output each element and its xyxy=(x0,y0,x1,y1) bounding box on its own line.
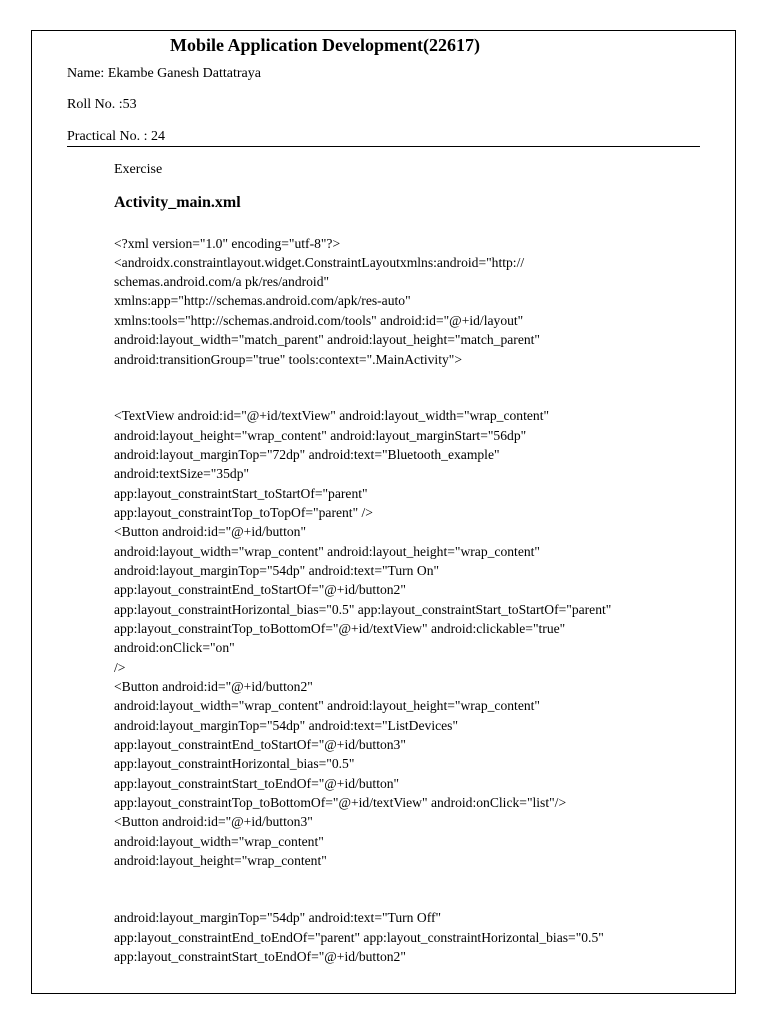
code-line: app:layout_constraintTop_toTopOf="parent" /> xyxy=(114,505,373,520)
code-line: <Button android:id="@+id/button3" xyxy=(114,814,313,829)
code-line: android:onClick="on" xyxy=(114,640,235,655)
code-line: <?xml version="1.0" encoding="utf-8"?> xyxy=(114,236,341,251)
code-line: xmlns:app="http://schemas.android.com/apk/res-auto" xyxy=(114,293,411,308)
code-line: android:layout_width="match_parent" android:layout_height="match_parent" xyxy=(114,332,540,347)
code-line: app:layout_constraintStart_toEndOf="@+id/button2" xyxy=(114,949,406,964)
code-line: app:layout_constraintEnd_toStartOf="@+id/button2" xyxy=(114,582,406,597)
page-title: Mobile Application Development(22617) xyxy=(170,35,480,55)
code-line: app:layout_constraintStart_toEndOf="@+id/button" xyxy=(114,776,400,791)
code-line: android:layout_width="wrap_content" android:layout_height="wrap_content" xyxy=(114,698,540,713)
code-line: android:layout_marginTop="72dp" android:text="Bluetooth_example" xyxy=(114,447,500,462)
code-line: android:layout_width="wrap_content" xyxy=(114,834,324,849)
student-name: Name: Ekambe Ganesh Dattatraya xyxy=(67,66,261,81)
code-line: app:layout_constraintEnd_toEndOf="parent" app:layout_constraintHorizontal_bias="0.5" xyxy=(114,930,604,945)
code-line: android:layout_marginTop="54dp" android:text="ListDevices" xyxy=(114,718,459,733)
code-line: <Button android:id="@+id/button2" xyxy=(114,679,313,694)
code-line: app:layout_constraintHorizontal_bias="0.5" xyxy=(114,756,355,771)
code-line: android:layout_height="wrap_content" xyxy=(114,853,327,868)
code-line: android:layout_width="wrap_content" android:layout_height="wrap_content" xyxy=(114,544,540,559)
code-line: app:layout_constraintTop_toBottomOf="@+id/textView" android:onClick="list"/> xyxy=(114,795,567,810)
code-line: android:layout_height="wrap_content" android:layout_marginStart="56dp" xyxy=(114,428,527,443)
code-line: <TextView android:id="@+id/textView" android:layout_width="wrap_content" xyxy=(114,408,550,423)
practical-number: Practical No. : 24 xyxy=(67,129,165,144)
code-line: app:layout_constraintEnd_toStartOf="@+id/button3" xyxy=(114,737,406,752)
roll-number: Roll No. :53 xyxy=(67,97,137,112)
code-line: app:layout_constraintStart_toStartOf="parent" xyxy=(114,486,368,501)
code-line: android:transitionGroup="true" tools:context=".MainActivity"> xyxy=(114,352,462,367)
header-divider xyxy=(67,146,700,147)
file-heading: Activity_main.xml xyxy=(114,194,241,211)
code-line: schemas.android.com/a pk/res/android" xyxy=(114,274,330,289)
code-line: android:layout_marginTop="54dp" android:text="Turn Off" xyxy=(114,910,442,925)
code-line: /> xyxy=(114,660,126,675)
code-line: app:layout_constraintHorizontal_bias="0.5" app:layout_constraintStart_toStartOf="parent" xyxy=(114,602,612,617)
code-line: xmlns:tools="http://schemas.android.com/tools" android:id="@+id/layout" xyxy=(114,313,524,328)
code-line: app:layout_constraintTop_toBottomOf="@+id/textView" android:clickable="true" xyxy=(114,621,566,636)
code-line: <Button android:id="@+id/button" xyxy=(114,524,306,539)
code-line: <androidx.constraintlayout.widget.ConstraintLayoutxmlns:android="http:// xyxy=(114,255,525,270)
code-line: android:layout_marginTop="54dp" android:text="Turn On" xyxy=(114,563,440,578)
exercise-label: Exercise xyxy=(114,162,163,177)
code-line: android:textSize="35dp" xyxy=(114,466,250,481)
